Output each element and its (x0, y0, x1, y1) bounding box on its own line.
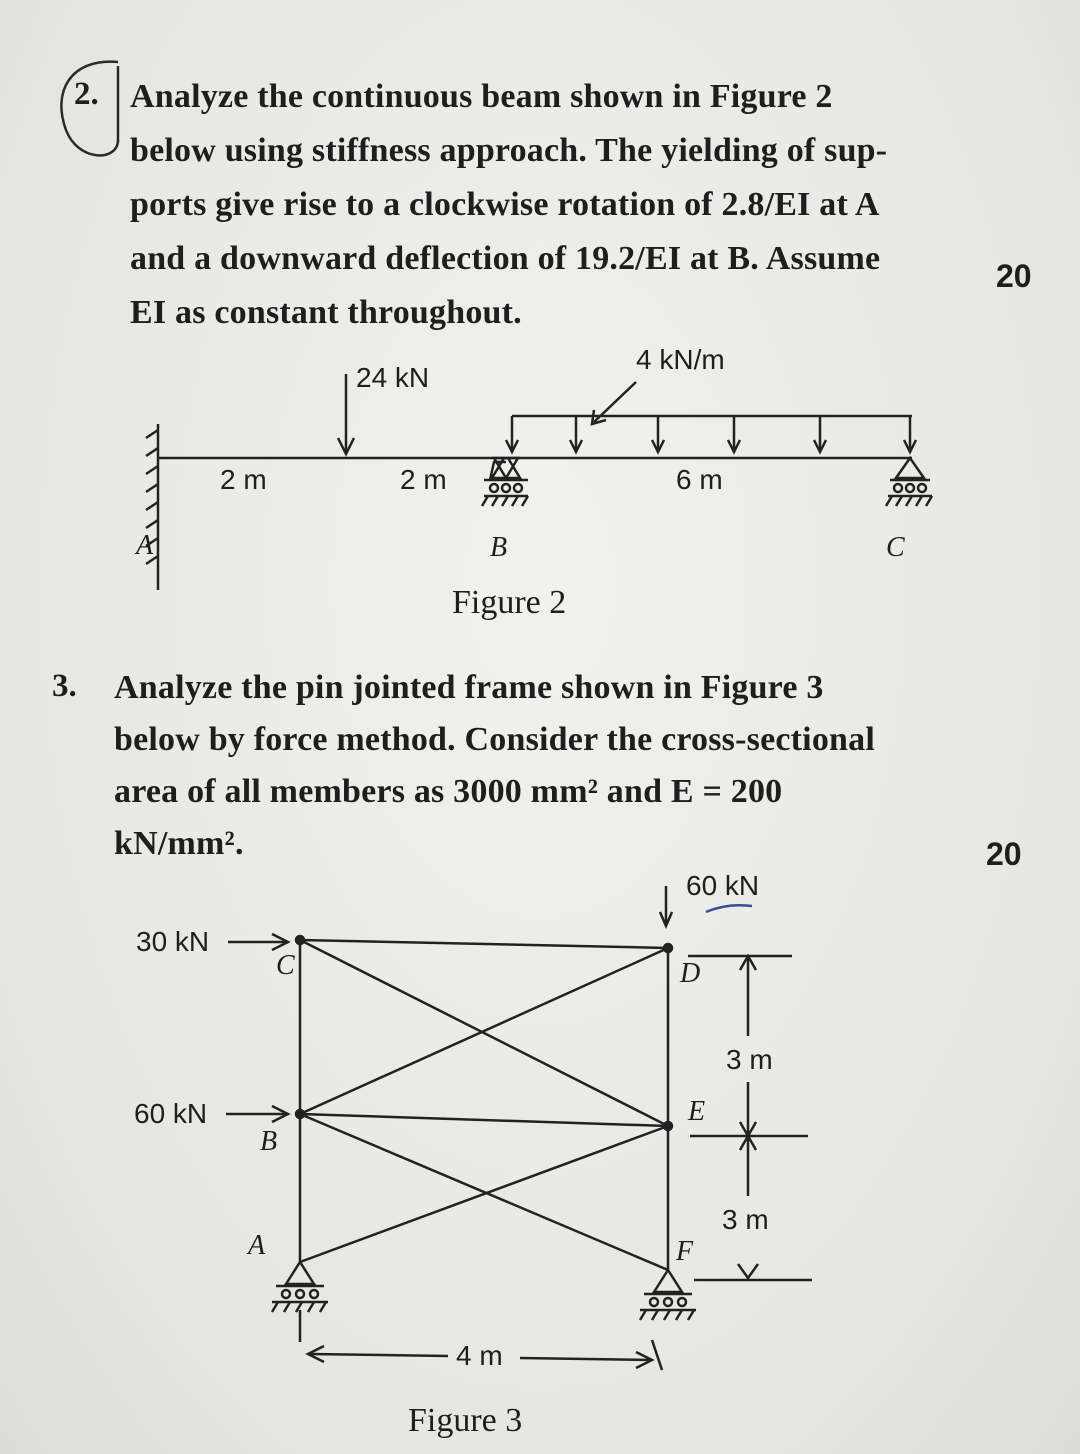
label-node-f: F (676, 1236, 694, 1267)
label-60kn-b: 60 kN (134, 1098, 208, 1129)
question-2-marks: 20 (996, 258, 1032, 294)
member-be (300, 1114, 668, 1126)
member-ea (300, 1126, 668, 1262)
member-db (300, 948, 668, 1114)
q2-line-3: ports give rise to a clockwise rotation of 2.8/EI at A (130, 186, 880, 223)
q3-line-3: area of all members as 3000 mm² and E = 200 (114, 773, 783, 810)
question-2-number: 2. (74, 76, 99, 112)
label-24kn: 24 kN (356, 362, 430, 393)
q3-line-2: below by force method. Consider the cross-sectional (114, 721, 875, 758)
q3-line-4: kN/mm². (114, 825, 244, 862)
label-support-c: C (886, 532, 905, 563)
label-height-2: 3 m (722, 1204, 769, 1235)
label-height-1: 3 m (726, 1044, 773, 1075)
q3-line-1: Analyze the pin jointed frame shown in Figure 3 (114, 669, 824, 706)
label-span-3: 6 m (676, 464, 723, 495)
q2-line-2: below using stiffness approach. The yielding of sup- (130, 132, 888, 169)
label-60kn-top: 60 kN (686, 870, 760, 901)
label-node-d: D (680, 958, 701, 989)
pen-mark (706, 905, 752, 912)
label-width: 4 m (456, 1340, 503, 1371)
label-support-a: A (136, 530, 154, 561)
question-3-marks: 20 (986, 836, 1022, 872)
member-bf (300, 1114, 668, 1270)
q2-line-4: and a downward deflection of 19.2/EI at B. Assume (130, 240, 881, 277)
label-udl: 4 kN/m (636, 344, 725, 375)
label-node-b: B (260, 1126, 278, 1157)
figure-3-caption: Figure 3 (408, 1402, 523, 1439)
label-support-b: B (490, 532, 508, 563)
member-ce (300, 940, 668, 1126)
label-node-c: C (276, 950, 295, 981)
q2-line-5: EI as constant throughout. (130, 294, 522, 331)
question-3-number: 3. (52, 668, 77, 704)
label-node-e: E (688, 1096, 706, 1127)
label-30kn: 30 kN (136, 926, 210, 957)
figure-2-caption: Figure 2 (452, 584, 567, 621)
label-span-2: 2 m (400, 464, 447, 495)
label-node-a: A (248, 1230, 266, 1261)
q2-line-1: Analyze the continuous beam shown in Figure 2 (130, 78, 833, 115)
label-span-1: 2 m (220, 464, 267, 495)
member-cd (300, 940, 668, 948)
